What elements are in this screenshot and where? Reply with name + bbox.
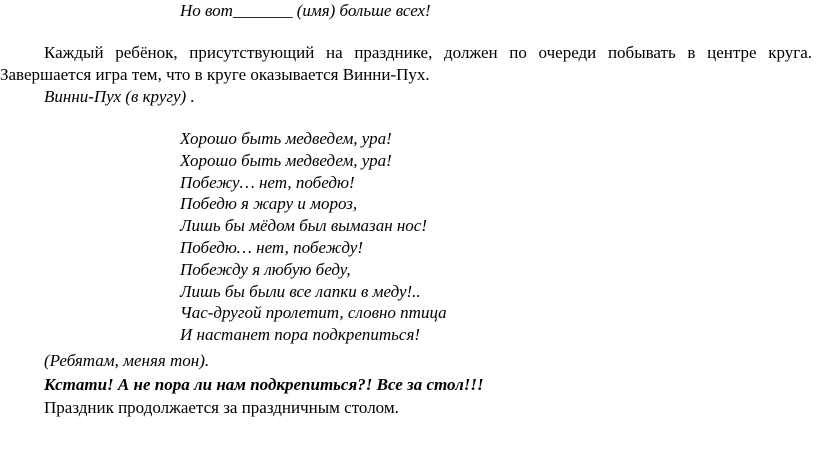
poem-line: Побежу… нет, победю! [180,172,355,192]
call-to-table: Кстати! А не пора ли нам подкрепиться?! Все за стол!!! [44,375,484,394]
tone-change-direction: (Ребятам, меняя тон). [44,351,210,370]
poem-stanza [180,128,447,346]
poem-line: Хорошо быть медведем, ура! [180,150,392,170]
game-description-paragraph: Каждый ребёнок, присутствующий на празднике, должен по очереди побывать в центре круга. Завершается игра тем, что в круге оказывается Винни-Пух. [0,43,812,84]
poem-line: Лишь бы были все лапки в меду!.. [180,281,421,301]
intro-line: Но вот_______ (имя) больше всех! [180,1,431,20]
stage-direction: Винни-Пух (в кругу) . [44,87,195,106]
poem-line: Победю я жару и мороз, [180,194,358,214]
poem-line: Побежду я любую беду, [180,259,351,279]
poem-line: И настанет пора подкрепиться! [180,325,421,345]
poem-line: Час-другой пролетит, словно птица [180,303,447,323]
poem-line: Победю… нет, побежду! [180,237,363,257]
closing-line: Праздник продолжается за праздничным столом. [44,398,399,417]
poem-line: Лишь бы мёдом был вымазан нос! [180,216,428,236]
poem-line: Хорошо быть медведем, ура! [180,129,392,148]
